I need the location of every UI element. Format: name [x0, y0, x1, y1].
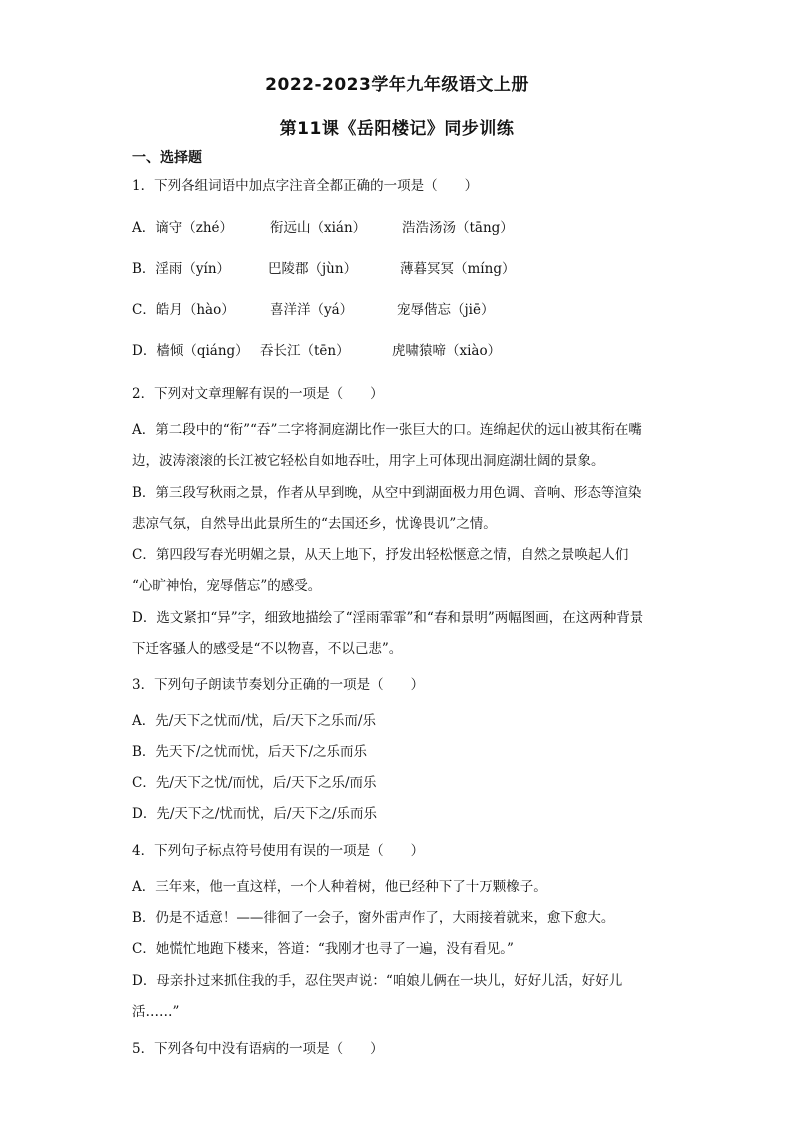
option-d-item-2: 吞长江（tēn）: [260, 343, 350, 359]
question-4-option-c: C．她慌忙地跑下楼来，答道：“我刚才也寻了一遍，没有看见。”: [132, 941, 514, 957]
question-2-line: 下迁客骚人的感受是“不以物喜，不以己悲”。: [132, 641, 403, 657]
option-b-item-1: B．淫雨（yín）: [132, 261, 231, 277]
option-c-item-3: 宠辱偕忘（jiē）: [397, 302, 495, 318]
option-d-item-3: 虎啸猿啼（xiào）: [392, 343, 502, 359]
question-3-option-d: D．先/天下之/忧而忧，后/天下之/乐而乐: [132, 806, 378, 822]
question-5-stem: 5．下列各句中没有语病的一项是（ ）: [132, 1041, 384, 1057]
question-4-option-a: A．三年来，他一直这样，一个人种着树，他已经种下了十万颗橡子。: [132, 879, 547, 895]
question-4-option-d-cont: 活……”: [132, 1004, 180, 1020]
option-d-item-1: D．樯倾（qiáng）: [132, 343, 249, 359]
question-3-option-b: B．先天下/之忧而忧，后天下/之乐而乐: [132, 744, 368, 760]
question-2-line: B．第三段写秋雨之景，作者从早到晚，从空中到湖面极力用色调、音响、形态等渲染: [132, 485, 642, 501]
section-heading: 一、选择题: [132, 150, 202, 166]
question-3-option-a: A．先/天下之忧而/忧，后/天下之乐而/乐: [132, 713, 376, 729]
question-4-stem: 4．下列句子标点符号使用有误的一项是（ ）: [132, 843, 425, 859]
question-4-option-b: B．仍是不适意！——徘徊了一会子，窗外雷声作了，大雨接着就来，愈下愈大。: [132, 910, 615, 926]
option-b-item-2: 巴陵郡（jùn）: [268, 261, 358, 277]
option-a-item-2: 衔远山（xián）: [270, 220, 367, 236]
option-b-item-3: 薄暮冥冥（míng）: [400, 261, 516, 277]
lesson-title: 第11课《岳阳楼记》同步训练: [279, 119, 515, 139]
question-3-stem: 3．下列句子朗读节奏划分正确的一项是（ ）: [132, 677, 425, 693]
question-2-line: 边，波涛滚滚的长江被它轻松自如地吞吐，用字上可体现出洞庭湖壮阔的景象。: [132, 453, 605, 469]
question-4-option-d: D．母亲扑过来抓住我的手，忍住哭声说：“咱娘儿俩在一块儿，好好儿活，好好儿: [132, 973, 623, 989]
question-2-stem: 2．下列对文章理解有误的一项是（ ）: [132, 386, 384, 402]
question-2-line: “心旷神怡，宠辱偕忘”的感受。: [132, 578, 322, 594]
question-3-option-c: C．先/天下之忧/而忧，后/天下之乐/而乐: [132, 775, 377, 791]
question-2-line: C．第四段写春光明媚之景，从天上地下，抒发出轻松惬意之情，自然之景唤起人们: [132, 547, 629, 563]
question-1-stem: 1．下列各组词语中加点字注音全都正确的一项是（ ）: [132, 178, 479, 194]
option-c-item-2: 喜洋洋（yá）: [270, 302, 354, 318]
question-2-line: D．选文紧扣“异”字，细致地描绘了“淫雨霏霏”和“春和景明”两幅图画，在这两种背景: [132, 610, 644, 626]
option-a-item-1: A．谪守（zhé）: [132, 220, 234, 236]
option-c-item-1: C．皓月（hào）: [132, 302, 235, 318]
question-2-line: A．第二段中的“衔”“吞”二字将洞庭湖比作一张巨大的口。连绵起伏的远山被其衔在嘴: [132, 422, 642, 438]
document-title: 2022-2023学年九年级语文上册: [265, 75, 529, 95]
option-a-item-3: 浩浩汤汤（tāng）: [402, 220, 514, 236]
question-2-line: 悲凉气氛，自然导出此景所生的“去国还乡，忧谗畏讥”之情。: [132, 516, 497, 532]
